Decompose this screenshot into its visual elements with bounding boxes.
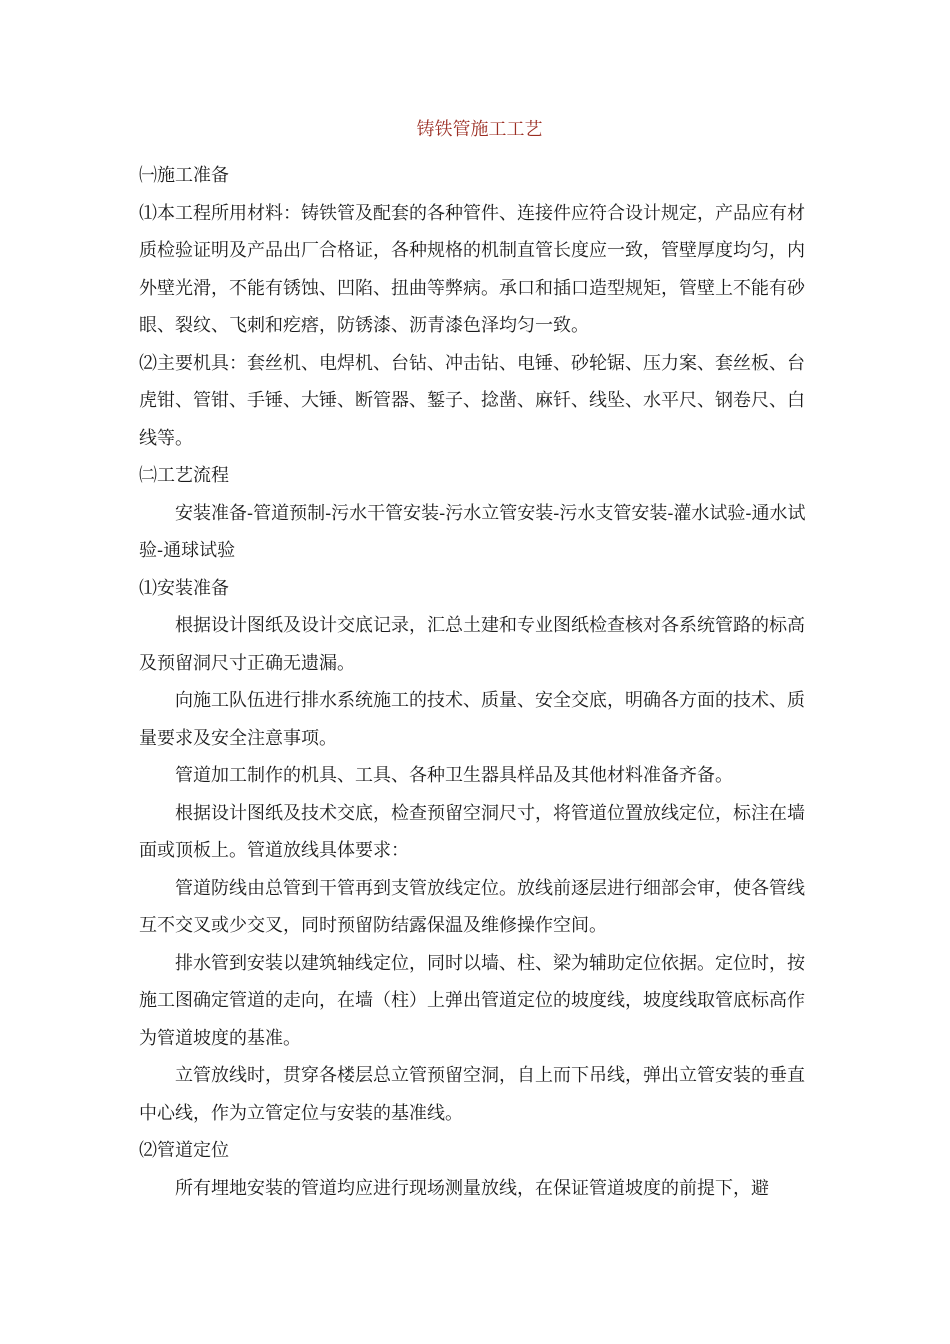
body-paragraph: 向施工队伍进行排水系统施工的技术、质量、安全交底，明确各方面的技术、质量要求及安全注意事项。 xyxy=(139,690,805,749)
body-paragraph: 所有埋地安装的管道均应进行现场测量放线，在保证管道坡度的前提下，避 xyxy=(175,1177,769,1199)
section-paragraph: ㈠施工准备 xyxy=(139,165,229,186)
body-paragraph: 根据设计图纸及技术交底，检查预留空洞尺寸，将管道位置放线定位，标注在墙面或顶板上。管道放线具体要求： xyxy=(139,802,805,861)
body-paragraph: 根据设计图纸及设计交底记录，汇总土建和专业图纸检查核对各系统管路的标高及预留洞尺寸正确无遗漏。 xyxy=(139,615,805,674)
section-paragraph: ⑴本工程所用材料：铸铁管及配套的各种管件、连接件应符合设计规定，产品应有材质检验证明及产品出厂合格证，各种规格的机制直管长度应一致，管壁厚度均匀，内外壁光滑，不能有锈蚀、凹陷、扭曲等弊病。承口和插口造型规矩，管壁上不能有砂眼、裂纹、飞刺和疙瘩，防锈漆、沥青漆色泽均匀一致。 xyxy=(139,202,805,336)
body-paragraph: 管道加工制作的机具、工具、各种卫生器具样品及其他材料准备齐备。 xyxy=(175,765,733,786)
document-body xyxy=(139,157,820,1207)
body-paragraph: 管道防线由总管到干管再到支管放线定位。放线前逐层进行细部会审，使各管线互不交叉或少交叉，同时预留防结露保温及维修操作空间。 xyxy=(139,877,805,936)
body-paragraph: 安装准备-管道预制-污水干管安装-污水立管安装-污水支管安装-灌水试验-通水试验-通球试验 xyxy=(139,502,806,561)
document-title: 铸铁管施工工艺 xyxy=(416,119,543,140)
section-paragraph: ⑴安装准备 xyxy=(139,577,229,599)
body-paragraph: 排水管到安装以建筑轴线定位，同时以墙、柱、梁为辅助定位依据。定位时，按施工图确定管道的走向，在墙（柱）上弹出管道定位的坡度线，坡度线取管底标高作为管道坡度的基准。 xyxy=(139,952,805,1049)
body-paragraph: 立管放线时，贯穿各楼层总立管预留空洞，自上而下吊线，弹出立管安装的垂直中心线，作为立管定位与安装的基准线。 xyxy=(139,1065,805,1124)
section-paragraph: ⑵主要机具：套丝机、电焊机、台钻、冲击钻、电锤、砂轮锯、压力案、套丝板、台虎钳、管钳、手锤、大锤、断管器、錾子、捻凿、麻钎、线坠、水平尺、钢卷尺、白线等。 xyxy=(139,352,805,449)
section-paragraph: ⑵管道定位 xyxy=(139,1140,229,1161)
section-paragraph: ㈡工艺流程 xyxy=(139,465,229,486)
